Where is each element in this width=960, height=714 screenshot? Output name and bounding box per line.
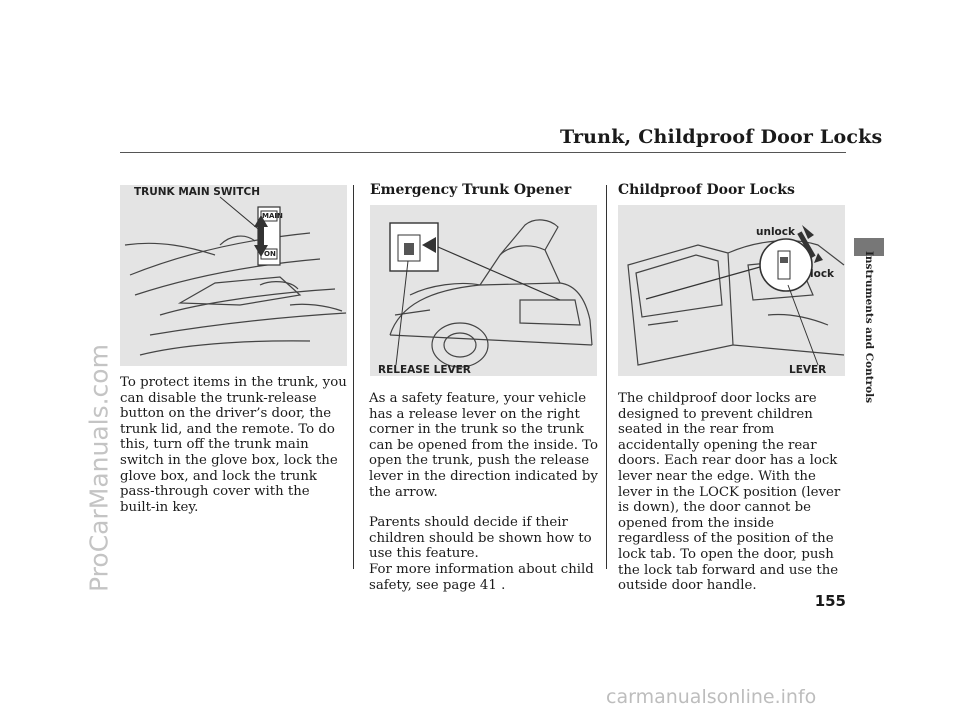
paragraph: For more information about child safety, see page 41 . [369, 561, 594, 593]
release-lever-illustration [370, 205, 597, 376]
side-section-label: Instruments and Controls [863, 250, 875, 404]
column-divider [353, 185, 354, 569]
paragraph: The childproof door locks are designed to prevent children seated in the rear from accidentally opening the rear doors. Each rear door has a lock lever near the edge. With the lever in the LOCK position (lever is down), the door cannot be opened from the inside regardless of the position of the lock tab. To open the door, push the lock tab forward and use the outside door handle. [618, 391, 841, 594]
page-title: Trunk, Childproof Door Locks [560, 126, 883, 148]
paragraph: As a safety feature, your vehicle has a release lever on the right corner in the trunk so the trunk can be opened from the inside. To open the trunk, push the release lever in the direction indicated by the arrow. [369, 391, 599, 500]
column-divider [606, 185, 607, 569]
title-rule [120, 152, 846, 153]
paragraph: To protect items in the trunk, you can disable the trunk-release button on the driver’s door, the trunk lid, and the remote. To do this, turn off the trunk main switch in the glove box, lock the glove box, and lock the trunk pass-through cover with the built-in key. [120, 375, 347, 515]
section-heading-emergency-trunk-opener: Emergency Trunk Opener [370, 182, 572, 198]
lever-label: LEVER [789, 364, 827, 376]
release-lever-label: RELEASE LEVER [378, 364, 471, 376]
unlock-label: unlock [756, 226, 795, 238]
section-heading-childproof-door-locks: Childproof Door Locks [618, 182, 795, 198]
lock-label: lock [810, 268, 835, 280]
trunk-main-switch-illustration [120, 185, 347, 366]
childproof-lock-illustration [618, 205, 845, 376]
main-label: MAIN [262, 212, 283, 220]
watermark-bottom: carmanualsonline.info [606, 686, 817, 708]
page-number: 155 [814, 592, 846, 610]
childproof-door-locks-text [618, 391, 848, 594]
emergency-trunk-opener-text [369, 391, 601, 593]
paragraph: Parents should decide if their children should be shown how to use this feature. [369, 515, 592, 562]
on-label: ON [264, 250, 276, 258]
watermark-left: ProCarManuals.com [84, 344, 114, 592]
trunk-main-switch-label: TRUNK MAIN SWITCH [134, 186, 260, 198]
trunk-main-switch-text [120, 375, 347, 515]
